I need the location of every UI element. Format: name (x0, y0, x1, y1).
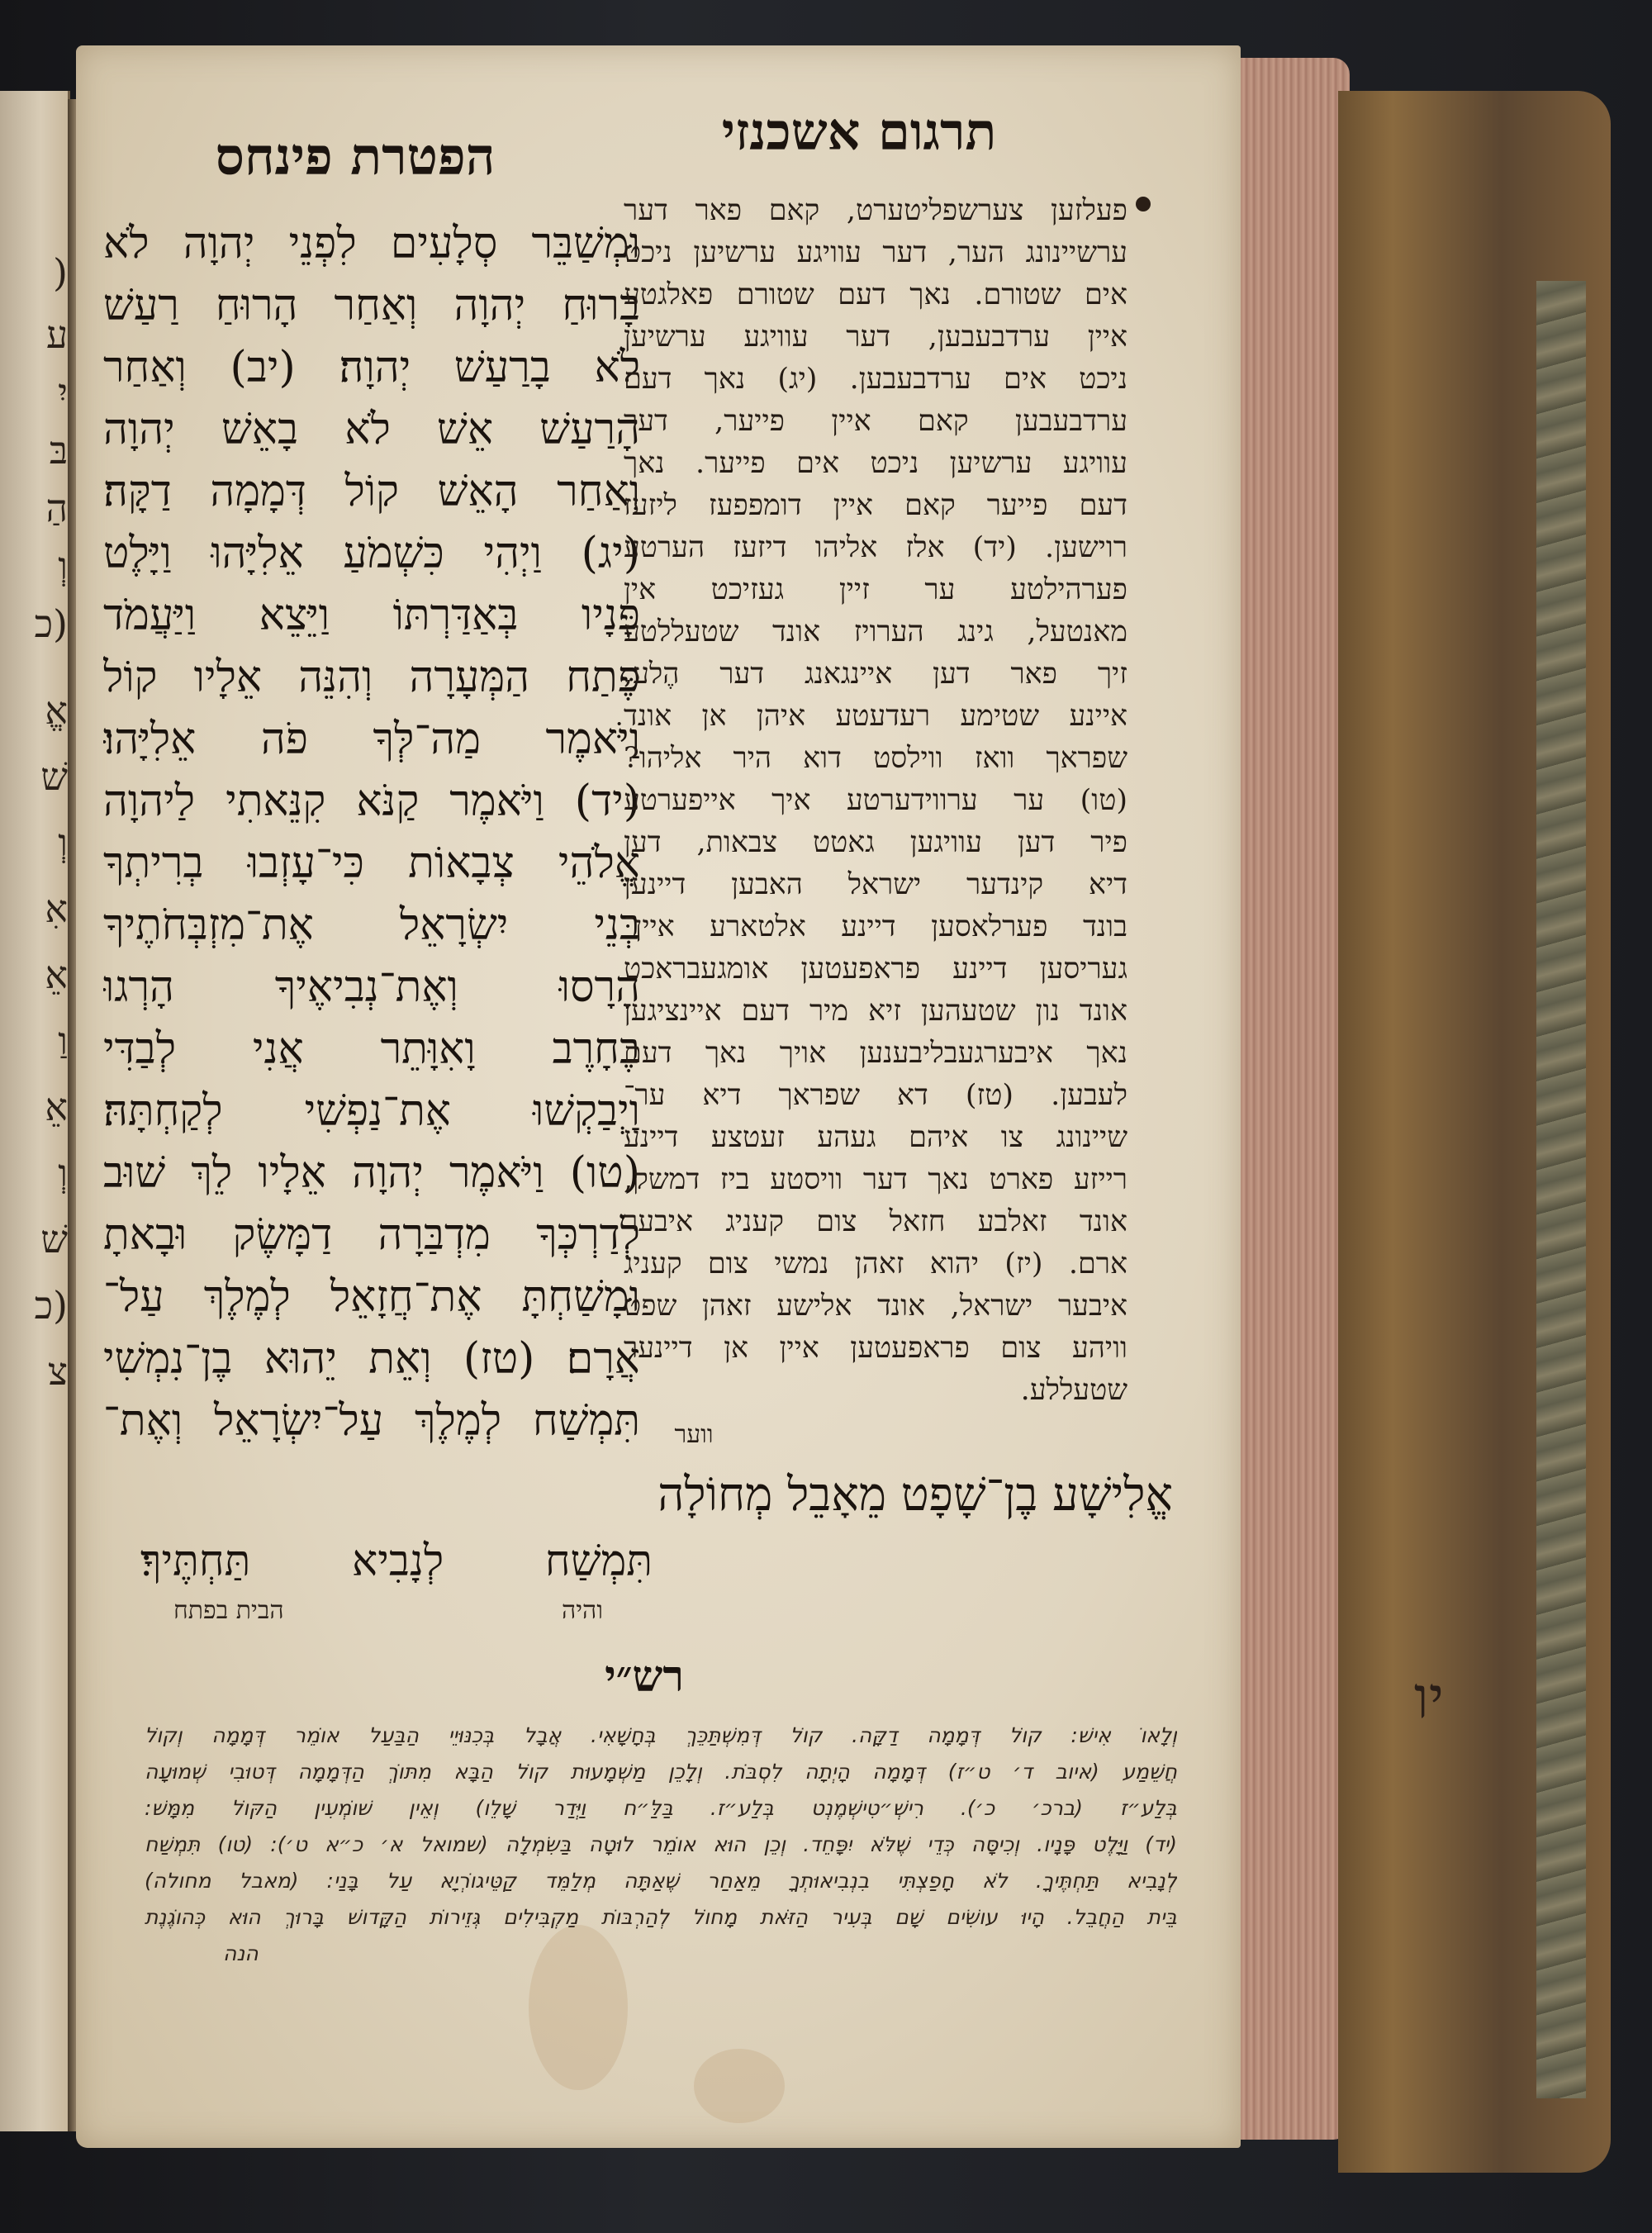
left-page-fragment: יִ (57, 370, 68, 415)
marbled-cover-edge (1536, 281, 1586, 2098)
hebrew-text-line: תִּמְשַׁח לְמֶלֶךְ עַל־יִשְׂרָאֵל וְאֶת־ (103, 1396, 640, 1446)
translation-line: איינע שטימע רעדעטע איהן אן אונד (624, 700, 1127, 733)
left-page-fragment: אֵ (45, 1085, 68, 1129)
hebrew-text-line: וַיְבַקְשׁוּ אֶת־נַפְשִׁי לְקַחְתָּהּ׃ (103, 1086, 640, 1136)
hebrew-text-line: (יד) וַיֹּאמֶר קַנֹּא קִנֵּאתִי לַיהוָה (103, 777, 640, 826)
rashi-line: חֲשֵׁמַע (איוב ד׳ ט״ז) דְּמָמָה הָיְתָה לִסְבֹּת. וְלָכֵן מַשְׁמָעוּת קוֹל הַבָּא מִתּוֹךְ הַדְּמָמָה דְּטוּבִי שְׁמוּעָה (145, 1760, 1177, 1784)
translation-line: אונד זאלבע חזאל צום קעניג איבער (624, 1205, 1127, 1238)
ink-dot (1136, 197, 1151, 211)
hebrew-text-line: בֶחָרֶב וָאִוָּתֵר אֲנִי לְבַדִּי (103, 1024, 640, 1074)
rashi-line: בְּלַע״ז (ברכ׳ כ׳). רִישְׁ״טִישְׁמֶנְט בְּלַע״ז. בַּלַּ״ח וַיְּדַר שָׁלֵו) וְאֵין שׁוֹמְעִין הַקּוֹל מִמָּשׁ: (145, 1796, 1177, 1820)
left-page-fragment: צ (47, 1349, 68, 1394)
hebrew-text-line: אֲרָם׃ (טז) וְאֵת יֵהוּא בֶן־נִמְשִׁי (103, 1334, 640, 1384)
translation-line: עוויגע ערשיען ניכט אים פייער. נאך (624, 447, 1127, 480)
catchword: ווער (674, 1420, 714, 1449)
translation-line: געריסען דיינע פראפעטען אומגעבראכט (624, 953, 1127, 986)
paper-stain (694, 2049, 785, 2123)
translation-line: (טו) ער ערווידערטע איך אייפערטע (624, 784, 1127, 817)
rashi-line: (יד) וַיָּלֶט פָּנָיו. וְכִיסָּה כְּדֵי שֶׁלֹּא יִפָּחֵד. וְכֵן הוּא אוֹמֵר לוּטָה בַּשִּׂמְלָה (שמואל א׳ כ״א ט׳): (טו) תִּמְשַׁח (145, 1832, 1177, 1856)
hebrew-final-line: תִּמְשַׁח לְנָבִיא תַּחְתֶּיךָ׃ (140, 1537, 653, 1586)
hebrew-text-line: וַיֹּאמֶר מַה־לְּךָ פֹה אֵלִיָּהוּ׃ (103, 715, 640, 764)
left-page-fragment: אֵ (45, 953, 68, 997)
translation-line: איין ערדבעבען, דער עוויגע ערשיען (624, 321, 1127, 354)
translation-line: פעלזען צערשפליטערט, קאם פאר דער (624, 194, 1127, 227)
translation-line: שפראך וואז ווילסט דוא היר אליהו? (624, 742, 1127, 775)
hebrew-text-line: (יג) וַיְהִי כִּשְׁמֹעַ אֵלִיָּהוּ וַיָּלֶט (103, 529, 640, 578)
page-title-haftarah: הפטרת פינחס (215, 126, 496, 187)
previous-page-edge (0, 91, 70, 2131)
left-page-fragment: (כ (34, 1283, 68, 1328)
note-word: והיה (561, 1596, 603, 1625)
rashi-line: וְלָאוֹ אִישׁ: קוֹל דְּמָמָה דַקָּה. קוֹל דְּמִשְׁתַּכֵּךְ בְּחָשָׁאִי. אֲבָל בְּכִנּוּיֵי הַבַּעַל אוֹמֵר דְּמָמָה וְקוֹל (145, 1723, 1177, 1747)
hebrew-text-line: אֱלֹהֵי צְבָאוֹת כִּי־עָזְבוּ בְרִיתְךָ (103, 839, 640, 888)
left-page-fragment: שׁ (40, 1217, 68, 1261)
translation-line: רייזע פארט נאך דער וויסטע ביז דמשק, (624, 1163, 1127, 1196)
hebrew-text-line: פֶּתַח הַמְּעָרָה וְהִנֵּה אֵלָיו קוֹל (103, 653, 640, 702)
note-phrase: הבית בפתח (173, 1596, 284, 1625)
hebrew-text-line: (טו) וַיֹּאמֶר יְהוָה אֵלָיו לֵךְ שׁוּב (103, 1148, 640, 1198)
hebrew-text-line: הָרָסוּ וְאֶת־נְבִיאֶיךָ הָרְגוּ (103, 962, 640, 1012)
hebrew-text-line: בָרוּחַ יְהוָה וְאַחַר הָרוּחַ רַעַשׁ (103, 281, 640, 330)
translation-line: דעם פייער קאם איין דומפפעז ליזעז (624, 489, 1127, 522)
translation-line: שטעללע. (1020, 1374, 1127, 1407)
translation-line: ארם. (יז) יהוא זאהן נמשי צום קעניג (624, 1247, 1127, 1280)
translation-line: איבער ישראל, אונד אלישע זאהן שפט (624, 1290, 1127, 1323)
translation-line: נאך איבערגעבליבענען אויך נאך דעם (624, 1037, 1127, 1070)
left-page-fragment: וְ (58, 820, 68, 865)
left-page-fragment: ( (53, 250, 68, 295)
hebrew-text-line: לֹא בָרַעַשׁ יְהוָה׃ (יב) וְאַחַר (103, 343, 640, 392)
translation-line: בונד פערלאסען דיינע אלטארע איין־ (624, 910, 1127, 943)
hebrew-spanning-line: אֱלִישָׁע בֶן־שָׁפָט מֵאָבֵל מְחוֹלָה (657, 1468, 1173, 1522)
translation-line: אים שטורם. נאך דעם שטורם פאלגטע (624, 278, 1127, 311)
translation-line: שיינונג צו איהם געהע זעטצע דיינע (624, 1121, 1127, 1154)
page-number: יו (1413, 1664, 1445, 1732)
hebrew-text-line: הָרַעַשׁ אֵשׁ לֹא בָאֵשׁ יְהוָה (103, 405, 640, 454)
hebrew-text-line: פָּנָיו בְּאַדַּרְתּוֹ וַיֵּצֵא וַיַּעֲמֹד (103, 591, 640, 640)
left-page-fragment: הַ (45, 486, 68, 530)
translation-line: ניכט אים ערדבעבען. (יג) נאך דעם (624, 363, 1127, 396)
hebrew-text-line: וּמָשַׁחְתָּ אֶת־חֲזָאֵל לְמֶלֶךְ עַל־ (103, 1272, 640, 1322)
marginal-note (173, 1590, 603, 1632)
left-page-fragment: אִ (45, 886, 68, 931)
translation-line: מאנטעל, גינג הערויז אונד שטעללטע (624, 615, 1127, 649)
hebrew-text-line: בְּנֵי יִשְׂרָאֵל אֶת־מִזְבְּחֹתֶיךָ (103, 900, 640, 950)
rashi-line: לְנָבִיא תַּחְתֶּיךָ. לֹא חָפַצְתִּי בִנְבִיאוּתְךָ מֵאַחַר שֶׁאַתָּה מְלַמֵּד קַטֵּיגוֹרְיָא עַל בָּנַי: (מאבל מחולה) (145, 1869, 1177, 1893)
page-title-targum: תרגום אשכנזי (721, 102, 997, 162)
left-page-fragment: וְ (58, 544, 68, 588)
translation-line: פיר דען עוויגען גאטט צבאות, דען (624, 826, 1127, 859)
rashi-catchword: הנה (223, 1941, 259, 1965)
translation-line: וויהע צום פראפעטען איין אן דיינער (624, 1332, 1127, 1365)
translation-line: אונד נון שטעהען זיא מיר דעם איינציגען (624, 995, 1127, 1028)
translation-line: ערדבעבען קאם איין פייער, דער (624, 405, 1127, 438)
translation-line: זיך פאר דען איינגאנג דער הֶלע, (624, 658, 1127, 691)
left-page-fragment: וְ (58, 1151, 68, 1195)
hebrew-text-line: וְאַחַר הָאֵשׁ קוֹל דְּמָמָה דַקָּה׃ (103, 467, 640, 516)
paper-stain (529, 1925, 628, 2090)
translation-line: לעבען. (טז) דא שפראך דיא ער־ (624, 1079, 1127, 1112)
hebrew-text-line: לְדַרְכְּךָ מִדְבַּרָה דַמָּשֶׂק וּבָאתָ (103, 1210, 640, 1260)
translation-line: רוישען. (יד) אלז אליהו דיזעז הערטע (624, 531, 1127, 564)
translation-line: פערהילטע ער זיין געזיכט אין (624, 573, 1127, 606)
rashi-heading: רש״י (605, 1651, 684, 1702)
left-page-fragment: (כ (34, 601, 68, 646)
page-block-edge (1231, 58, 1350, 2140)
left-page-fragment: שׁ (40, 754, 68, 799)
left-page-fragment: ע (45, 312, 68, 357)
left-page-fragment: בּ (49, 428, 68, 473)
rashi-line: בֵּית הַחֲבֵל. הָיוּ עוֹשִׂים שָׁם בְּעִיר הַזֹּאת מָחוֹל לְהַרְבּוֹת מַקְבִּילִים גְּזֵירוֹת הַקָּדוֹשׁ בָּרוּךְ הוּא כְּהוֹגֶנֶת (145, 1905, 1177, 1929)
translation-line: ערשיינונג הער, דער עוויגע ערשיען ניכט (624, 236, 1127, 269)
left-page-fragment: אֱ (45, 688, 68, 733)
left-page-fragment: וַ (58, 1019, 68, 1063)
hebrew-text-line: וּמְשַׁבֵּר סְלָעִים לִפְנֵי יְהוָה לֹא (103, 219, 640, 268)
translation-line: דיא קינדער ישראל האבען דיינען (624, 868, 1127, 901)
